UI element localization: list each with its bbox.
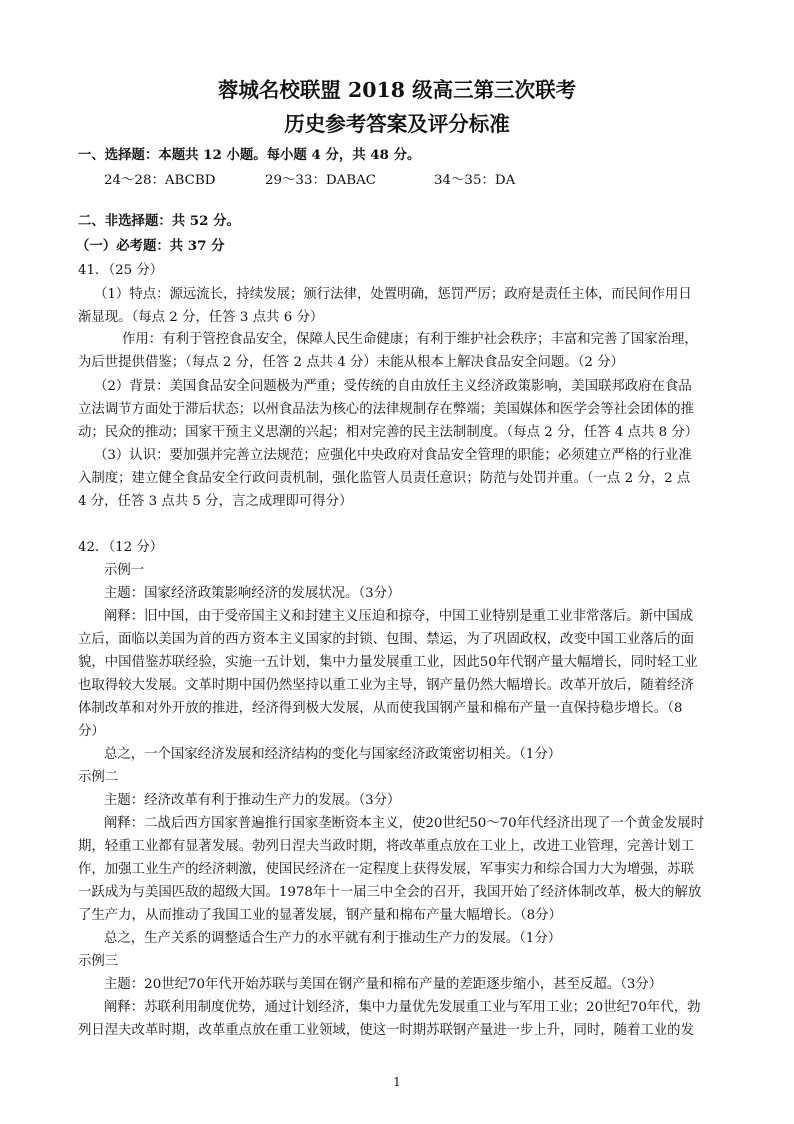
section-heading: 一、选择题：本题共 12 小题。每小题 4 分，共 48 分。 — [78, 147, 421, 163]
answer-group: 24～28：ABCBD — [104, 173, 216, 188]
answer-line: 作用：有利于管控食品安全，保障人民生命健康；有利于维护社会秩序；丰富和完善了国家治理， — [122, 332, 698, 347]
answer-line: 列日涅夫改革时期，改革重点放在重工业领域，使这一时期苏联钢产量进一步上升，同时，随着工业的发 — [78, 1023, 694, 1038]
answer-line: 渐显现。（每点 2 分，任答 3 点共 6 分） — [78, 310, 324, 325]
answer-line: 了生产力，从而推动了我国工业的显著发展，钢产量和棉布产量大幅增长。（8分） — [78, 908, 562, 923]
answer-line: 也取得较大发展。文革时期中国仍然坚持以重工业为主导，钢产量仍然大幅增长。改革开放后，随着经济 — [78, 678, 694, 693]
answer-line: 动；民众的推动；国家干预主义思潮的兴起；相对完善的民主法制制度。（每点 2 分，任答 4 点共 8 分） — [78, 425, 699, 440]
example-summary: 总之，一个国家经济发展和经济结构的变化与国家经济政策密切相关。（1分） — [104, 747, 562, 762]
example-theme: 主题：经济改革有利于推动生产力的发展。（3分） — [104, 793, 401, 808]
answer-line: 期，轻重工业都有显著发展。勃列日涅夫当政时期，将改革重点放在工业上，改进工业管理，完善计划工 — [78, 839, 694, 854]
subsection-heading: （一）必考题：共 37 分 — [76, 238, 225, 254]
answer-line: 一跃成为与美国匹敌的超级大国。1978年十一届三中全会的召开，我国开始了经济体制改革，极大的解放 — [78, 885, 702, 900]
answer-group: 34～35：DA — [434, 173, 516, 188]
exam-title: 蓉城名校联盟 2018 级高三第三次联考 — [217, 78, 577, 102]
answer-group: 29～33：DABAC — [265, 173, 377, 188]
example-theme: 主题：国家经济政策影响经济的发展状况。（3分） — [104, 586, 401, 601]
example-theme: 主题：20世纪70年代开始苏联与美国在钢产量和棉布产量的差距逐步缩小，甚至反超。（3分） — [104, 977, 663, 992]
answer-line: （3）认识：要加强并完善立法规范；应强化中央政府对食品安全管理的职能；必须建立严格的行业准 — [94, 448, 692, 463]
example-label: 示例一 — [104, 563, 145, 578]
document-title: 历史参考答案及评分标准 — [284, 112, 510, 136]
answer-line: 入制度；建立健全食品安全行政问责机制，强化监管人员责任意识；防范与处罚并重。（一点 2 分，2 点 — [78, 471, 691, 486]
answer-line: 阐释：二战后西方国家普遍推行国家垄断资本主义，使20世纪50～70年代经济出现了一个黄金发展时 — [104, 816, 705, 831]
answer-line: 阐释：旧中国，由于受帝国主义和封建主义压迫和掠夺，中国工业特别是重工业非常落后。新中国成 — [104, 609, 694, 624]
answer-line: 作，加强工业生产的经济刺激，使国民经济在一定程度上获得发展，军事实力和综合国力大为增强，苏联 — [78, 862, 694, 877]
section-heading: 二、非选择题：共 52 分。 — [78, 213, 240, 229]
example-label: 示例三 — [78, 954, 119, 969]
answer-line: （2）背景：美国食品安全问题极为严重；受传统的自由放任主义经济政策影响，美国联邦政府在食品 — [94, 379, 692, 394]
question-number: 41．（25 分） — [78, 263, 164, 278]
example-summary: 总之，生产关系的调整适合生产力的水平就有利于推动生产力的发展。（1分） — [104, 931, 562, 946]
answer-line: 体制改革和对外开放的推进，经济得到极大发展，从而使我国钢产量和棉布产量一直保持稳步增长。（8 — [78, 701, 683, 716]
question-number: 42．（12 分） — [78, 540, 164, 555]
answer-line: 立后，面临以美国为首的西方资本主义国家的封锁、包围、禁运，为了巩固政权，改变中国工业落后的面 — [78, 632, 694, 647]
answer-line: 阐释：苏联利用制度优势，通过计划经济，集中力量优先发展重工业与军用工业；20世纪70年代，勃 — [104, 1000, 701, 1015]
answer-line: 貌，中国借鉴苏联经验，实施一五计划，集中力量发展重工业，因此50年代钢产量大幅增长，同时轻工业 — [78, 655, 698, 670]
answer-line: 分） — [78, 724, 105, 739]
page-number: 1 — [393, 1075, 401, 1089]
answer-line: （1）特点：源远流长，持续发展；颁行法律，处置明确，惩罚严厉；政府是责任主体，而民间作用日 — [94, 287, 692, 302]
example-label: 示例二 — [78, 770, 119, 785]
answer-line: 为后世提供借鉴；（每点 2 分，任答 2 点共 4 分）未能从根本上解决食品安全问题。（2 分） — [78, 355, 624, 370]
answer-line: 立法调节方面处于滞后状态；以州食品法为核心的法律规制存在弊端；美国媒体和医学会等社会团体的推 — [78, 402, 694, 417]
answer-line: 4 分，任答 3 点共 5 分，言之成理即可得分） — [78, 494, 353, 509]
